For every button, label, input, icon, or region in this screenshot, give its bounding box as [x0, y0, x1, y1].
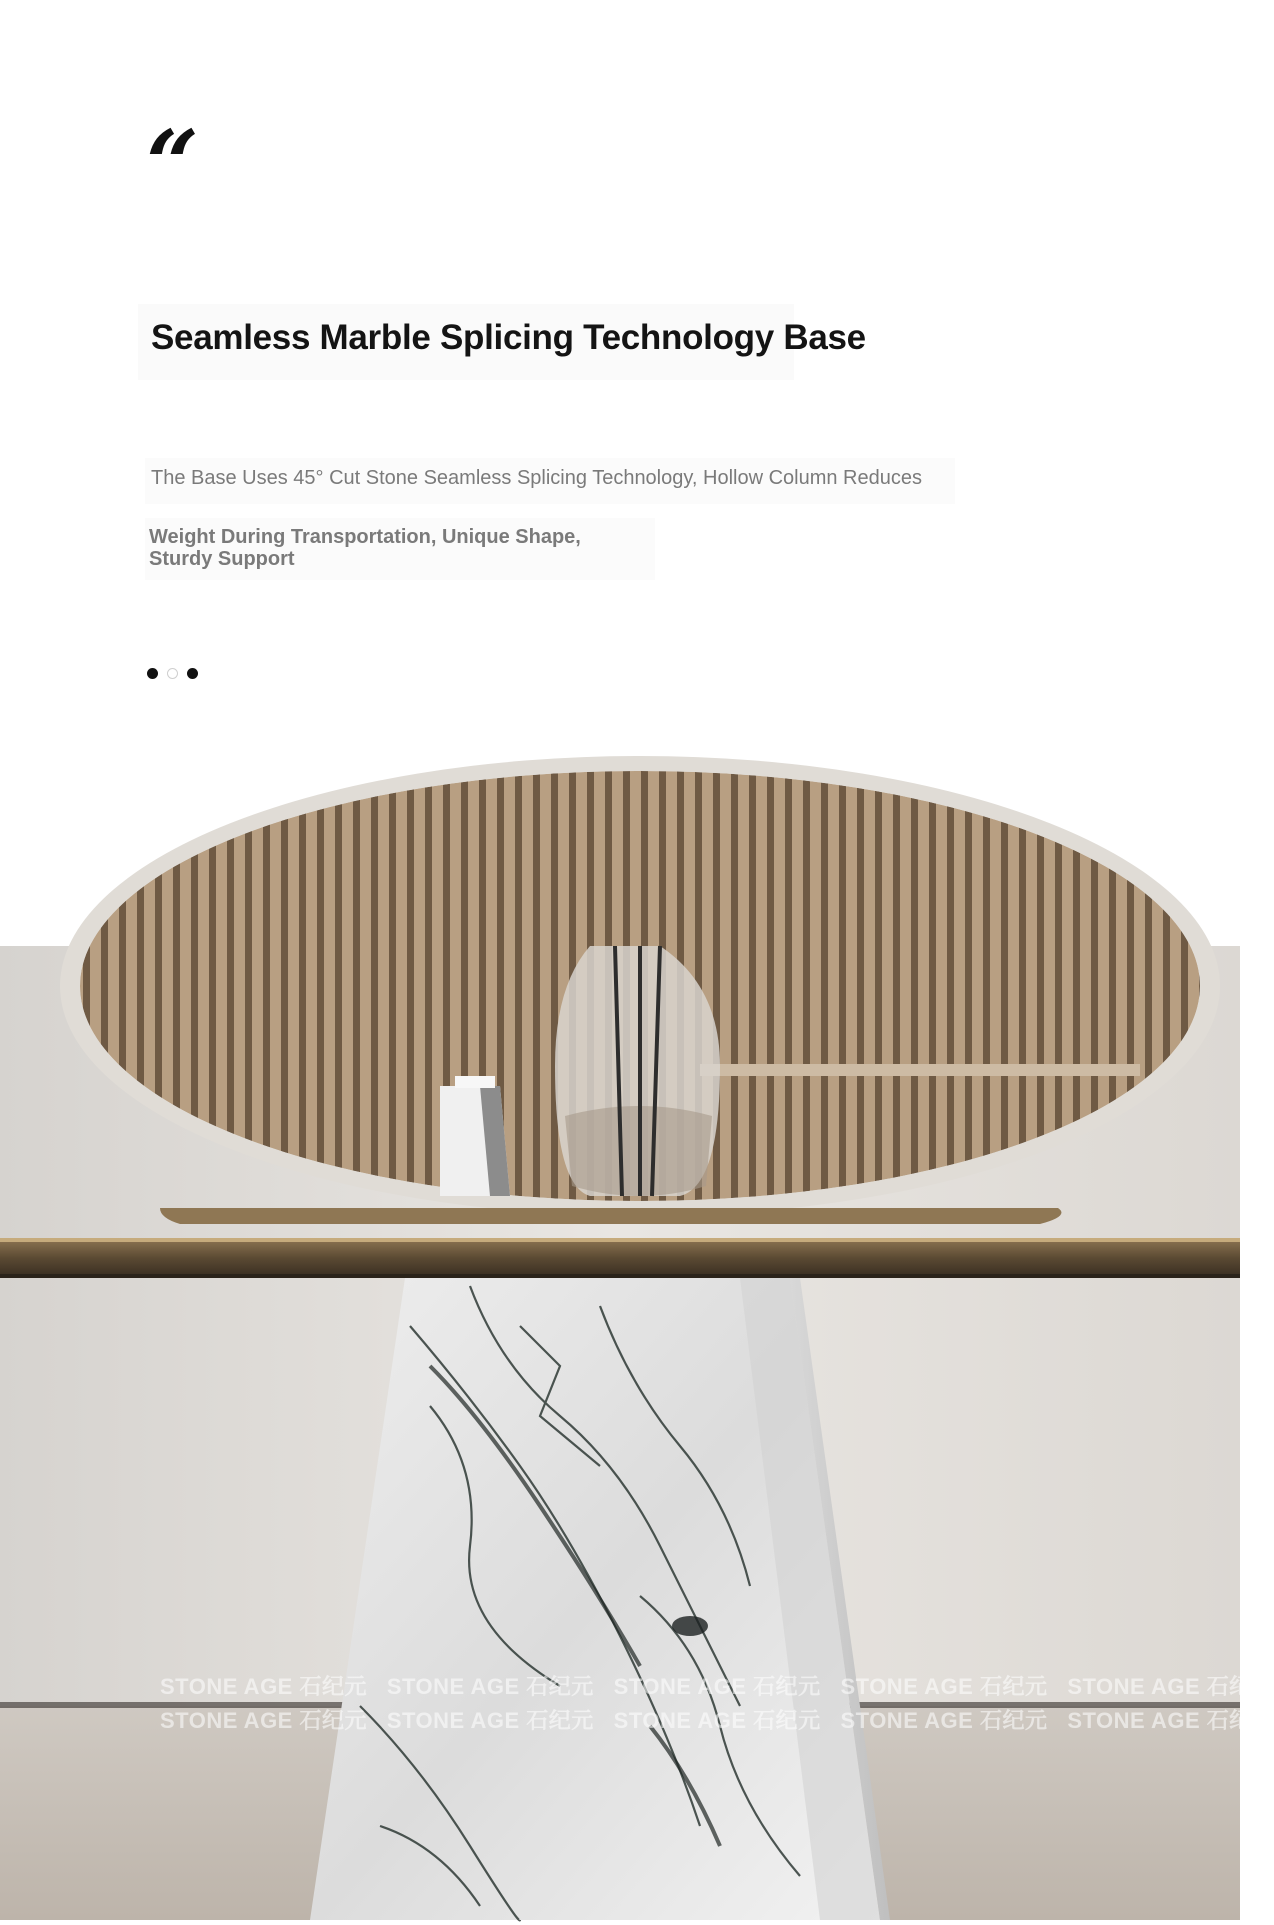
page-title: Seamless Marble Splicing Technology Base: [151, 318, 866, 357]
description-line-3: Sturdy Support: [149, 548, 295, 570]
product-photo: [0, 946, 1274, 1920]
carousel-dot-2[interactable]: [167, 668, 178, 679]
carousel-dot-3[interactable]: [187, 668, 198, 679]
carousel-dots: [147, 668, 198, 679]
description-line-2: Weight During Transportation, Unique Shape,: [149, 526, 581, 548]
watermark-row-2: STONE AGE 石纪元 STONE AGE 石纪元 STONE AGE 石纪元 STONE AGE 石纪元 STONE AGE 石纪元: [160, 1708, 1274, 1733]
description-line-1: The Base Uses 45° Cut Stone Seamless Splicing Technology, Hollow Column Reduces: [151, 467, 922, 489]
marble-table-photo-icon: [0, 946, 1240, 1920]
description-block: [149, 526, 649, 570]
watermark-row-1: STONE AGE 石纪元 STONE AGE 石纪元 STONE AGE 石纪元 STONE AGE 石纪元 STONE AGE 石纪元: [160, 1674, 1274, 1699]
carousel-dot-1[interactable]: [147, 668, 158, 679]
quote-icon: “: [146, 110, 199, 218]
